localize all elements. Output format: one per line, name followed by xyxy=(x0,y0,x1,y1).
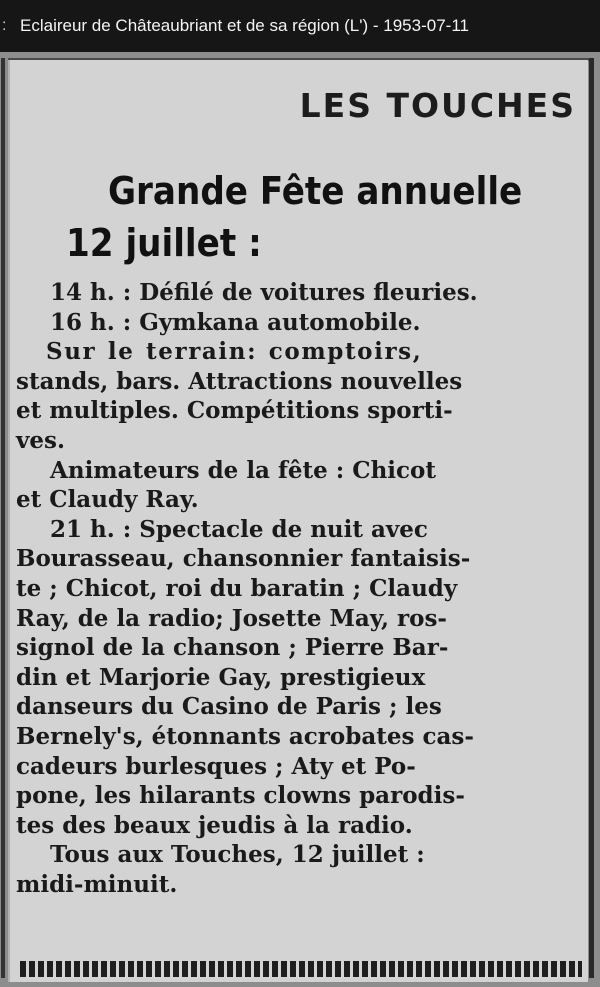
title-bullet: : xyxy=(2,17,7,34)
article-line: signol de la chanson ; Pierre Bar- xyxy=(16,634,449,662)
article-line: Bernely's, étonnants acrobates cas- xyxy=(16,722,474,750)
article-line: pone, les hilarants clowns parodis- xyxy=(16,782,465,810)
article-headline xyxy=(60,165,522,269)
section-heading: LES TOUCHES xyxy=(299,86,576,125)
title-bar xyxy=(0,0,600,52)
article-line: stands, bars. Attractions nouvelles xyxy=(16,367,463,395)
article-line: Bourasseau, chansonnier fantaisis- xyxy=(16,545,471,573)
article-line: te ; Chicot, roi du baratin ; Claudy xyxy=(16,574,458,602)
article-line: din et Marjorie Gay, prestigieux xyxy=(16,663,426,691)
column-rule-left xyxy=(1,58,5,978)
article-line: danseurs du Casino de Paris ; les xyxy=(16,693,442,721)
document-title: Eclaireur de Châteaubriant et de sa région (L') - 1953-07-11 xyxy=(20,16,469,35)
article-line: midi-minuit. xyxy=(16,870,178,898)
headline-line-2: 12 juillet : xyxy=(66,221,262,265)
article-line: tes des beaux jeudis à la radio. xyxy=(16,811,413,839)
article-line: ves. xyxy=(16,426,65,454)
article-line: 21 h. : Spectacle de nuit avec xyxy=(50,515,428,543)
headline-line-1: Grande Fête annuelle xyxy=(108,169,523,213)
column-rule-right xyxy=(589,58,594,978)
article-line: 14 h. : Défilé de voitures fleuries. xyxy=(50,279,478,306)
article-line: 16 h. : Gymkana automobile. xyxy=(50,308,421,336)
article-line: et multiples. Compétitions sporti- xyxy=(16,397,453,425)
article-line: Tous aux Touches, 12 juillet : xyxy=(50,841,425,869)
article-line: Ray, de la radio; Josette May, ros- xyxy=(16,604,447,632)
bottom-decorative-rule xyxy=(20,961,582,977)
article-line: Animateurs de la fête : Chicot xyxy=(50,456,436,484)
article-line: cadeurs burlesques ; Aty et Po- xyxy=(16,752,416,780)
article-line: Sur le terrain: comptoirs, xyxy=(46,338,423,366)
article-body xyxy=(16,278,582,899)
article-line: et Claudy Ray. xyxy=(16,486,199,514)
